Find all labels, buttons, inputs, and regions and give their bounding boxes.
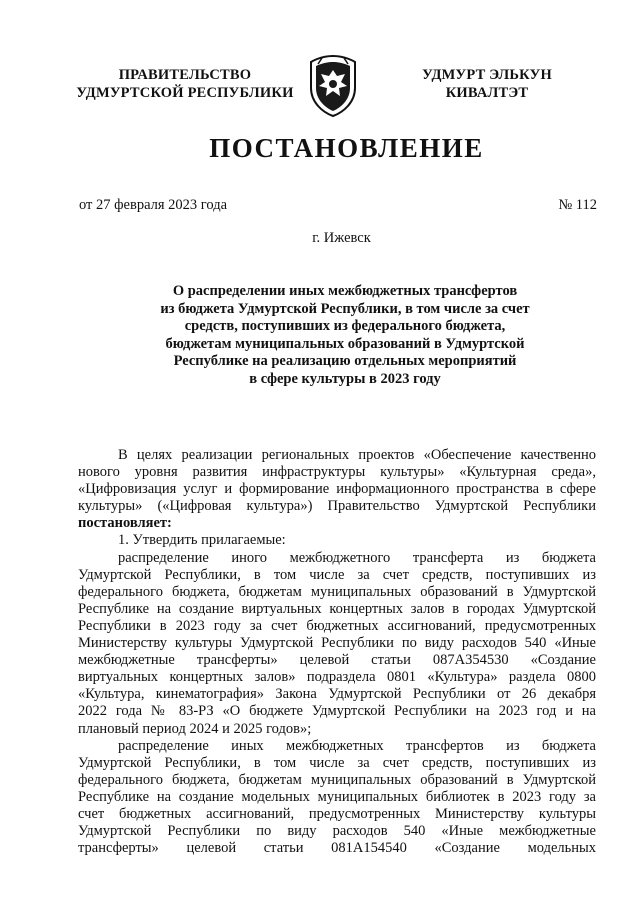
- body-line: «Цифровизация услуг и формирование информационного пространства в сфере: [78, 481, 596, 498]
- body-line: Удмуртской Республики, в том числе за счет средств, поступивших из: [78, 754, 596, 771]
- resolution-body: [78, 447, 596, 857]
- body-line: 2022 года № 83-РЗ «О бюджете Удмуртской Республики на 2023 год и на: [78, 703, 596, 720]
- body-line: Республики в 2023 году за счет бюджетных ассигнований, предусмотренных: [78, 617, 596, 634]
- heading-line: в сфере культуры в 2023 году: [249, 370, 441, 387]
- header-left-line: ПРАВИТЕЛЬСТВО: [118, 67, 252, 83]
- body-line: виртуальных концертных залов» подраздела 0801 «Культура» раздела 0800: [78, 669, 596, 686]
- coat-of-arms-emblem: [306, 54, 360, 118]
- heading-line: О распределении иных межбюджетных трансфертов: [172, 283, 518, 299]
- document-number: № 112: [558, 197, 597, 213]
- body-line: Республике на создание модельных муниципальных библиотек в 2023 году за: [78, 788, 596, 805]
- body-line: 1. Утвердить прилагаемые:: [118, 532, 286, 549]
- body-line: «Культура, кинематография» Закона Удмуртской Республики от 26 декабря: [78, 686, 596, 703]
- header-right-line: КИВАЛТЭТ: [445, 85, 529, 101]
- body-line: межбюджетные трансферты» целевой статьи 087А354530 «Создание: [78, 652, 596, 669]
- body-line: Республике на создание виртуальных концертных залов в городах Удмуртской: [78, 600, 596, 617]
- body-line: федерального бюджета, бюджетам муниципальных образований в Удмуртской: [78, 771, 596, 788]
- body-line: распределение иных межбюджетных трансфертов из бюджета: [118, 737, 596, 754]
- body-line: нового уровня развития инфраструктуры культуры» «Культурная среда»,: [78, 464, 596, 481]
- body-line: Министерству культуры Удмуртской Республики по виду расходов 540 «Иные: [78, 635, 596, 652]
- header-left-line: УДМУРТСКОЙ РЕСПУБЛИКИ: [76, 85, 294, 101]
- body-line: распределение иного межбюджетного трансферта из бюджета: [118, 549, 596, 566]
- body-line: культуры» («Цифровая культура») Правительство Удмуртской Республики: [78, 498, 596, 515]
- body-line: В целях реализации региональных проектов «Обеспечение качественно: [118, 447, 596, 463]
- header-left: [60, 66, 310, 102]
- document-city: г. Ижевск: [312, 230, 371, 246]
- document-date: от 27 февраля 2023 года: [79, 197, 228, 213]
- heading-line: из бюджета Удмуртской Республики, в том числе за счет: [160, 300, 530, 317]
- header-right: [392, 66, 582, 102]
- heading-line: бюджетам муниципальных образований в Удмуртской: [165, 335, 525, 352]
- body-line: трансферты» целевой статьи 081А154540 «Создание модельных: [78, 840, 596, 857]
- body-line: счет бюджетных ассигнований, предусмотренных Министерству культуры: [78, 805, 596, 822]
- body-line: федерального бюджета, бюджетам муниципальных образований в Удмуртской: [78, 583, 596, 600]
- body-line: плановый период 2024 и 2025 годов»;: [78, 720, 312, 737]
- body-line: Удмуртской Республики, в том числе за счет средств, поступивших из: [78, 566, 596, 583]
- document-title: ПОСТАНОВЛЕНИЕ: [209, 133, 484, 163]
- heading-line: Республике на реализацию отдельных мероприятий: [173, 353, 517, 369]
- header-right-line: УДМУРТ ЭЛЬКУН: [422, 67, 552, 83]
- body-line-decree: постановляет:: [78, 515, 172, 532]
- resolution-heading: [120, 283, 570, 388]
- body-line: Удмуртской Республики по виду расходов 540 «Иные межбюджетные: [78, 823, 596, 840]
- heading-line: средств, поступивших из федерального бюджета,: [184, 318, 506, 334]
